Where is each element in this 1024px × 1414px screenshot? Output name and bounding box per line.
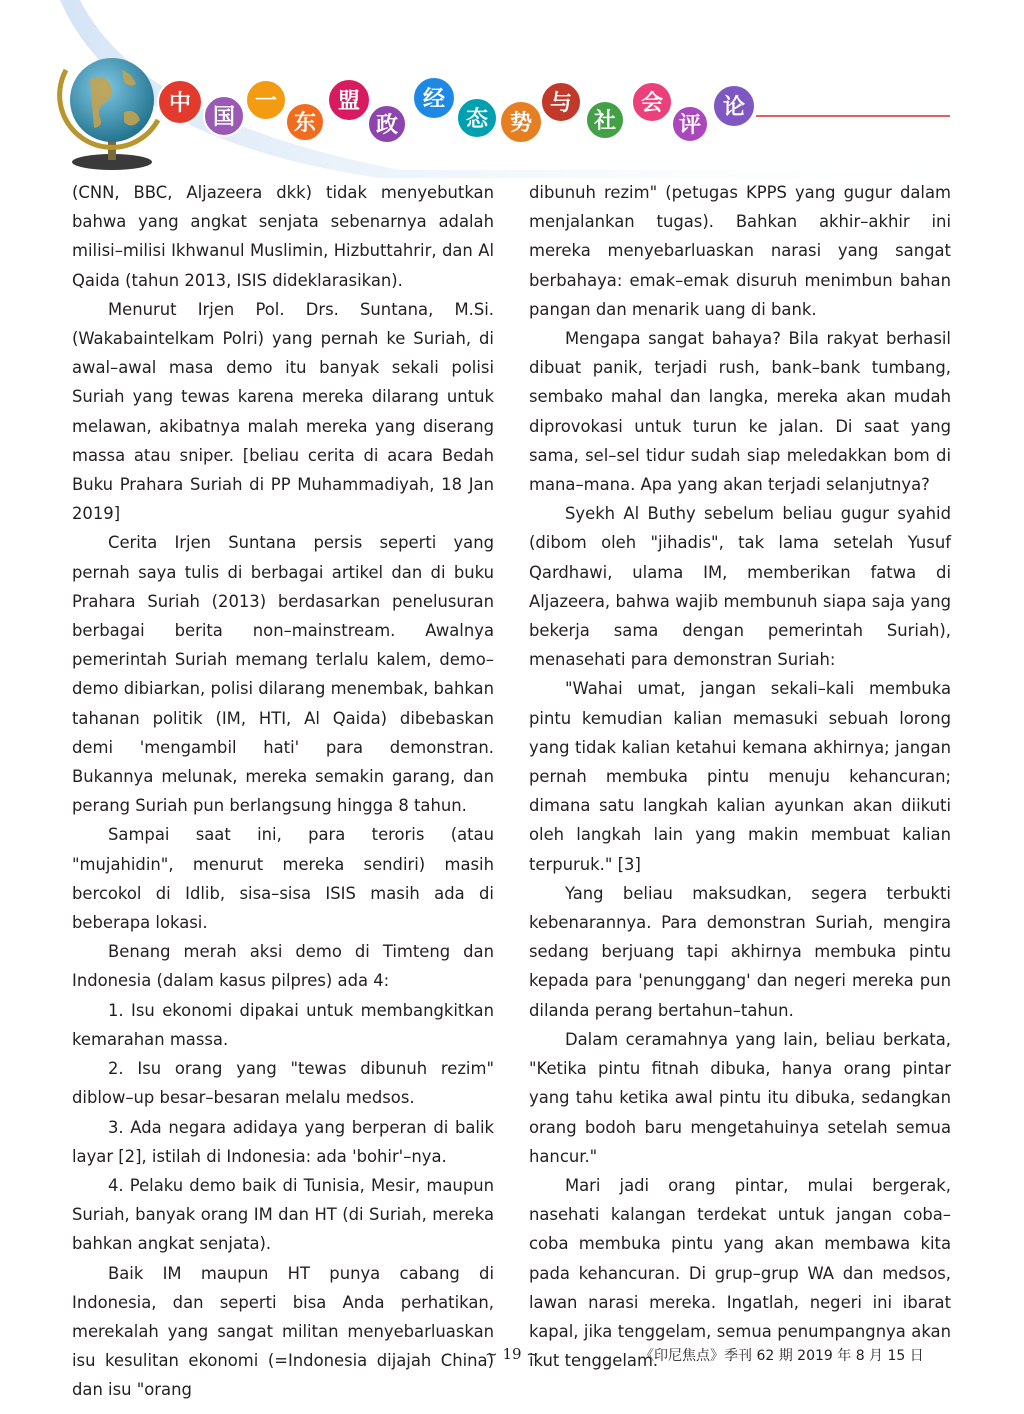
title-badge	[204, 96, 244, 136]
paragraph: Syekh Al Buthy sebelum beliau gugur syahid (dibom oleh "jihadis", tak lama setelah Yusuf Qardhawi, ulama IM, memberikan fatwa di Aljazeera, bahwa wajib membunuh siapa saja yang bekerja sama dengan pemerintah Suriah), menasehati para demonstran Suriah:	[529, 504, 951, 670]
paragraph: dibunuh rezim" (petugas KPPS yang gugur dalam menjalankan tugas). Bahkan akhir–akhir ini mereka menyebarluaskan narasi yang sangat berbahaya: emak–emak disuruh menimbun bahan pangan dan menarik uang di bank.	[529, 183, 951, 319]
title-badge-char: 东	[293, 110, 317, 136]
globe-icon	[60, 58, 158, 170]
paragraph: Baik IM maupun HT punya cabang di Indonesia, dan seperti bisa Anda perhatikan, merekalah yang sangat militan menyebarluaskan isu kesulitan ekonomi (=Indonesia dijajah China) dan isu "orang	[72, 1263, 494, 1400]
paragraph: Sampai saat ini, para teroris (atau "mujahidin", menurut mereka sendiri) masih bercokol di Idlib, sisa–sisa ISIS masih ada di beberapa lokasi.	[72, 825, 494, 933]
paragraph: Cerita Irjen Suntana persis seperti yang pernah saya tulis di berbagai artikel dan di buku Prahara Suriah (2013) berdasarkan penelusuran berbagai berita non–mainstream. Awalnya pemerintah Suriah memang terlalu kalem, demo–demo dibiarkan, polisi dilarang menembak, bahkan tahanan politik (IM, HTI, Al Qaida) dibebaskan demi 'mengambil hati' para demonstran. Bukannya melunak, mereka semakin garang, dan perang Suriah pun berlangsung hingga 8 tahun.	[72, 533, 494, 816]
title-badge	[413, 77, 455, 119]
title-badge	[158, 80, 202, 124]
title-badge-char: 评	[678, 112, 702, 138]
header-swoosh	[60, 0, 1024, 178]
title-badge	[586, 101, 624, 139]
title-badge	[541, 82, 581, 122]
title-badge	[328, 79, 370, 121]
publication-info: 《印尼焦点》季刊 62 期 2019 年 8 月 15 日	[640, 1348, 924, 1364]
title-badge-char: 经	[422, 86, 446, 112]
paragraph: Dalam ceramahnya yang lain, beliau berkata, "Ketika pintu fitnah dibuka, hanya orang pintar yang tahu ketika awal pintu itu dibuka, sedangkan orang bodoh baru mengetahuinya setelah semua hancur."	[529, 1029, 951, 1166]
title-badge	[672, 106, 708, 142]
paragraph: 2. Isu orang yang "tewas dibunuh rezim" diblow–up besar–besaran melalu medsos.	[72, 1059, 494, 1108]
paragraph: 1. Isu ekonomi dipakai untuk membangkitkan kemarahan massa.	[72, 1000, 494, 1049]
title-badge-char: 势	[509, 110, 533, 136]
title-badge	[368, 105, 406, 143]
paragraph: Menurut Irjen Pol. Drs. Suntana, M.Si. (Wakabaintelkam Polri) yang pernah ke Suriah, di awal–awal masa demo itu banyak sekali polisi Suriah yang tewas karena mereka dilarang untuk melawan, akibatnya malah mereka yang diserang massa atau sniper. [beliau cerita di acara Bedah Buku Prahara Suriah di PP Muhammadiyah, 18 Jan 2019]	[72, 299, 494, 524]
paragraph: 4. Pelaku demo baik di Tunisia, Mesir, maupun Suriah, banyak orang IM dan HT (di Suriah, mereka bahkan angkat senjata).	[72, 1175, 494, 1254]
title-badge	[457, 98, 497, 138]
title-badge-char: 社	[593, 108, 617, 134]
paragraph: Mengapa sangat bahaya? Bila rakyat berhasil dibuat panik, terjadi rush, bank–bank tumbang, sembako mahal dan langka, mereka akan mudah diprovokasi untuk turun ke jalan. Di saat yang sama, sel–sel tidur sudah siap meledakkan bom di mana–mana. Apa yang akan terjadi selanjutnya?	[529, 329, 951, 495]
paragraph: Yang beliau maksudkan, segera terbukti kebenarannya. Para demonstran Suriah, mengira sedang berjuang tapi akhirnya membuka pintu kepada para 'penunggang' dan negeri mereka pun dilanda perang bertahun–tahun.	[529, 883, 951, 1020]
page-header	[0, 0, 1024, 180]
title-badge	[713, 85, 755, 127]
title-badge	[500, 101, 542, 143]
page-number: ~ 19 ~	[485, 1345, 539, 1363]
title-badge-char: 一	[254, 88, 278, 114]
paragraph: Benang merah aksi demo di Timteng dan Indonesia (dalam kasus pilpres) ada 4:	[72, 942, 494, 991]
title-badge	[246, 80, 286, 120]
title-badge	[632, 82, 672, 122]
paragraph: Mari jadi orang pintar, mulai bergerak, nasehati kalangan terdekat untuk jangan coba–coba membuka pintu yang akan membawa kita pada kehancuran. Di grup–grup WA dan medsos, lawan narasi mereka. Ingatlah, negeri ini ibarat kapal, jika tenggelam, semua penumpangnya akan ikut tenggelam.	[529, 1175, 951, 1371]
title-badge-char: 态	[465, 106, 489, 132]
left-column	[72, 178, 494, 1405]
title-badge	[286, 103, 324, 141]
title-badge-char: 中	[168, 90, 192, 116]
title-badge-char: 与	[549, 90, 573, 116]
right-column	[529, 178, 951, 1375]
paragraph: 3. Ada negara adidaya yang berperan di balik layar [2], istilah di Indonesia: ada 'bohir'–nya.	[72, 1117, 494, 1166]
title-badge-char: 盟	[337, 88, 361, 114]
header-graphic	[0, 0, 1024, 180]
title-badge-char: 国	[212, 104, 236, 130]
title-badge-char: 政	[375, 112, 399, 138]
paragraph: "Wahai umat, jangan sekali–kali membuka pintu kemudian kalian memasuki sebuah lorong yang tidak kalian ketahui kemana akhirnya; jangan pernah membuka pintu menuju kehancuran; dimana satu langkah kalian ayunkan akan diikuti oleh langkah lain yang makin membuat kalian terpuruk." [3]	[529, 679, 951, 874]
title-badge-char: 论	[722, 94, 746, 120]
paragraph: (CNN, BBC, Aljazeera dkk) tidak menyebutkan bahwa yang angkat senjata sebenarnya adalah milisi–milisi Ikhwanul Muslimin, Hizbuttahrir, dan Al Qaida (tahun 2013, ISIS dideklarasikan).	[72, 183, 494, 290]
title-badge-char: 会	[640, 90, 664, 116]
